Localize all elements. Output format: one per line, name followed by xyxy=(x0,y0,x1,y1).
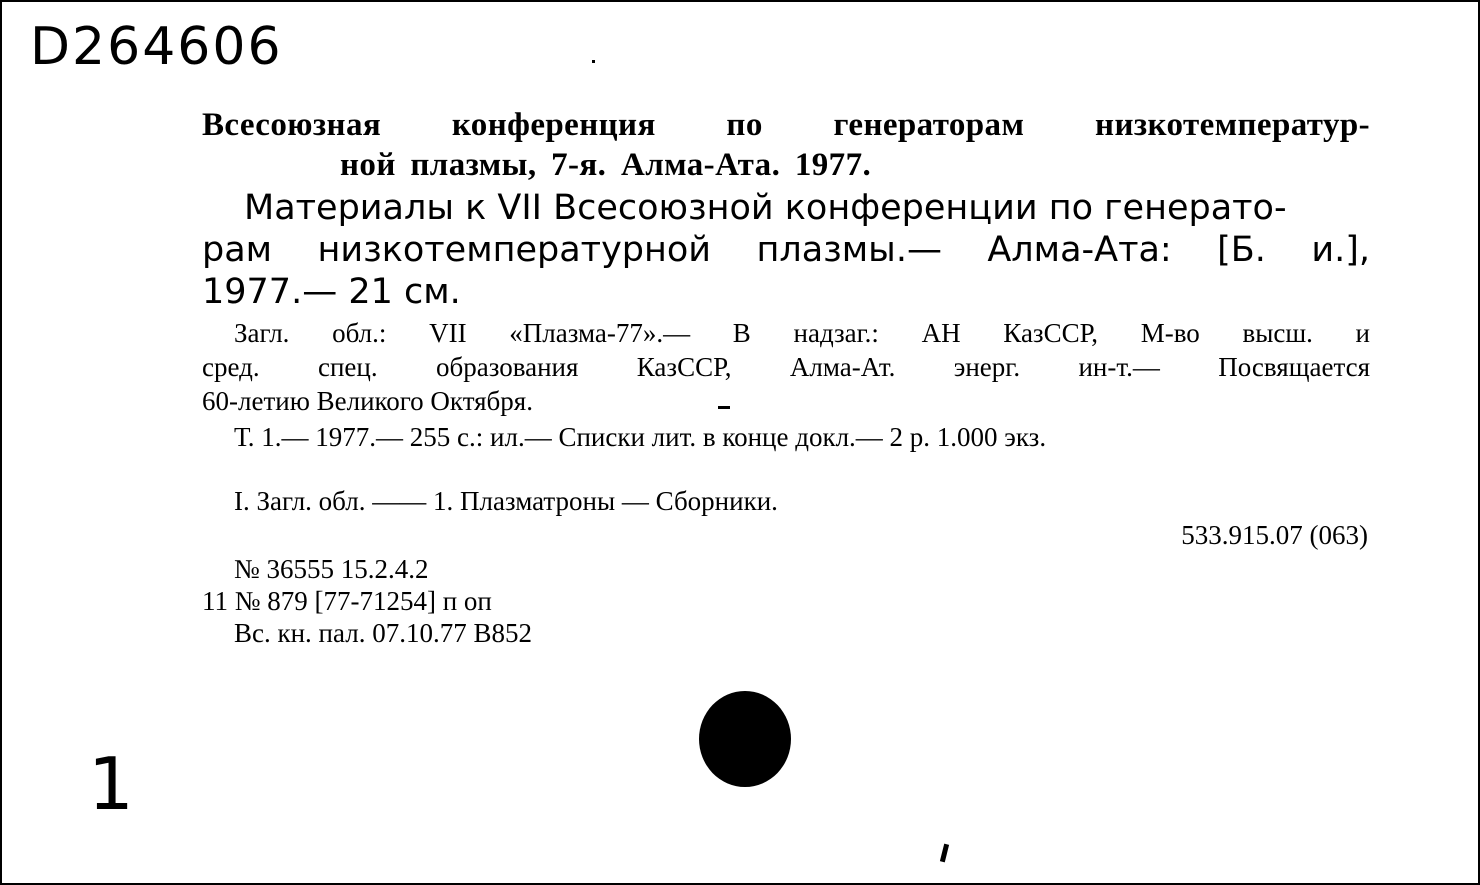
tracings-line: I. Загл. обл. —— 1. Плазматроны — Сборники. xyxy=(234,486,778,516)
title-line-2: рам низкотемпературной плазмы.— Алма-Ата: [Б. и.], xyxy=(202,230,1370,270)
notes-line-1: Загл. обл.: VII «Плазма-77».— В надзаг.: АН КазССР, М-во высш. и xyxy=(234,318,1370,348)
ink-speck xyxy=(592,60,595,63)
ink-speck xyxy=(718,406,730,409)
classification-number: 533.915.07 (063) xyxy=(1181,520,1368,550)
punch-hole xyxy=(699,691,791,787)
registry-line-2: 11 № 879 [77-71254] п оп xyxy=(202,586,492,616)
registry-line-3: Вс. кн. пал. 07.10.77 В852 xyxy=(234,618,532,648)
heading-line-1: Всесоюзная конференция по генераторам низкотемператур- xyxy=(202,107,1370,143)
notes-line-3: 60-летию Великого Октября. xyxy=(202,386,533,416)
registry-line-1: № 36555 15.2.4.2 xyxy=(234,554,429,584)
heading-line-2: ной плазмы, 7-я. Алма-Ата. 1977. xyxy=(340,147,872,183)
notes-line-2: сред. спец. образования КазССР, Алма-Ат. энерг. ин-т.— Посвящается xyxy=(202,352,1370,382)
ink-speck xyxy=(940,844,949,863)
title-line-3: 1977.— 21 см. xyxy=(202,272,461,312)
title-line-1: Материалы к VII Всесоюзной конференции по генерато- xyxy=(244,188,1287,228)
handwritten-mark: 1 xyxy=(88,742,136,826)
handwritten-card-code: D264606 xyxy=(30,17,283,77)
volume-line: Т. 1.— 1977.— 255 с.: ил.— Списки лит. в конце докл.— 2 р. 1.000 экз. xyxy=(234,422,1047,452)
